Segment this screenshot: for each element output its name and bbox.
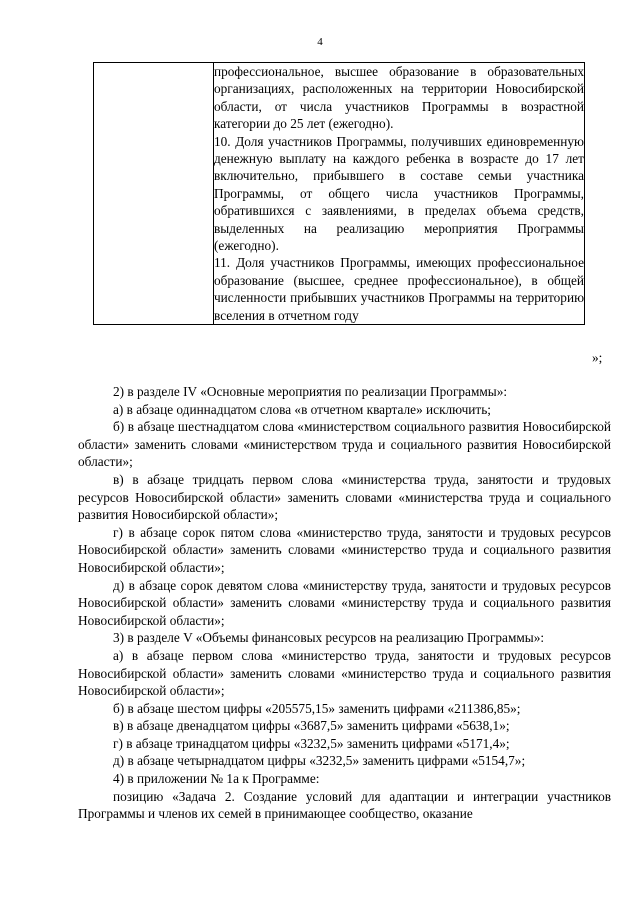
- body-paragraph: 2) в разделе IV «Основные мероприятия по реализации Программы»:: [113, 384, 508, 399]
- body-paragraph: д) в абзаце сорок девятом слова «министерству труда, занятости и трудовых ресурсов Новосибирской области» заменить словами «министерству труда и социального развития Новосибирской области»;: [78, 577, 611, 628]
- body-paragraph: в) в абзаце тридцать первом слова «министерства труда, занятости и трудовых ресурсов Новосибирской области» заменить словами «министерства труда и социального развития Новосибирской области»;: [78, 471, 611, 523]
- indicator-paragraph: 11. Доля участников Программы, имеющих профессиональное образование (высшее, среднее профессиональное), в общей численности прибывших участников Программы на территорию вселения в отчетном году: [214, 255, 584, 323]
- body-paragraph: а) в абзаце одиннадцатом слова «в отчетном квартале» исключить;: [113, 401, 491, 417]
- body-paragraph: а) в абзаце первом слова «министерство труда, занятости и трудовых ресурсов Новосибирской области» заменить словами «министерство труда и социального развития Новосибирской области»;: [78, 647, 611, 699]
- table-row: [94, 63, 585, 325]
- table-cell-indicators: [214, 63, 585, 325]
- program-indicators-table: [93, 62, 585, 325]
- indicator-paragraph: 10. Доля участников Программы, получивших единовременную денежную выплату на каждого ребенка в возрасте до 17 лет включительно, прибывшего в составе семьи участника Программы, от общего числа участников Программы, обратившихся с заявлениями, в пределах объема средств, выделенных на реализацию мероприятия Программы (ежегодно).: [214, 133, 584, 254]
- body-paragraph: 4) в приложении № 1а к Программе:: [113, 771, 320, 787]
- page-number: 4: [317, 36, 323, 48]
- closing-quote: »;: [592, 350, 603, 365]
- body-paragraph: г) в абзаце сорок пятом слова «министерство труда, занятости и трудовых ресурсов Новосибирской области» заменить словами «министерство труда и социального развития Новосибирской области»;: [78, 524, 611, 575]
- indicator-paragraph: профессиональное, высшее образование в образовательных организациях, расположенных на территории Новосибирской области, от числа участников Программы в возрастной категории до 25 лет (ежегодно).: [214, 64, 584, 132]
- body-paragraph: г) в абзаце тринадцатом цифры «3232,5» заменить цифрами «5171,4»;: [113, 735, 510, 751]
- document-body: [78, 383, 611, 823]
- body-paragraph: в) в абзаце двенадцатом цифры «3687,5» заменить цифрами «5638,1»;: [113, 718, 510, 734]
- table-cell-empty: [94, 63, 214, 325]
- body-paragraph: б) в абзаце шестнадцатом слова «министерством социального развития Новосибирской области» заменить словами «министерством труда и социального развития Новосибирской области»;: [78, 419, 611, 470]
- body-paragraph: 3) в разделе V «Объемы финансовых ресурсов на реализацию Программы»:: [113, 630, 545, 646]
- body-paragraph: д) в абзаце четырнадцатом цифры «3232,5» заменить цифрами «5154,7»;: [113, 753, 526, 769]
- body-paragraph: позицию «Задача 2. Создание условий для адаптации и интеграции участников Программы и членов их семей в принимающее сообщество, оказание: [78, 788, 611, 822]
- body-paragraph: б) в абзаце шестом цифры «205575,15» заменить цифрами «211386,85»;: [113, 700, 521, 716]
